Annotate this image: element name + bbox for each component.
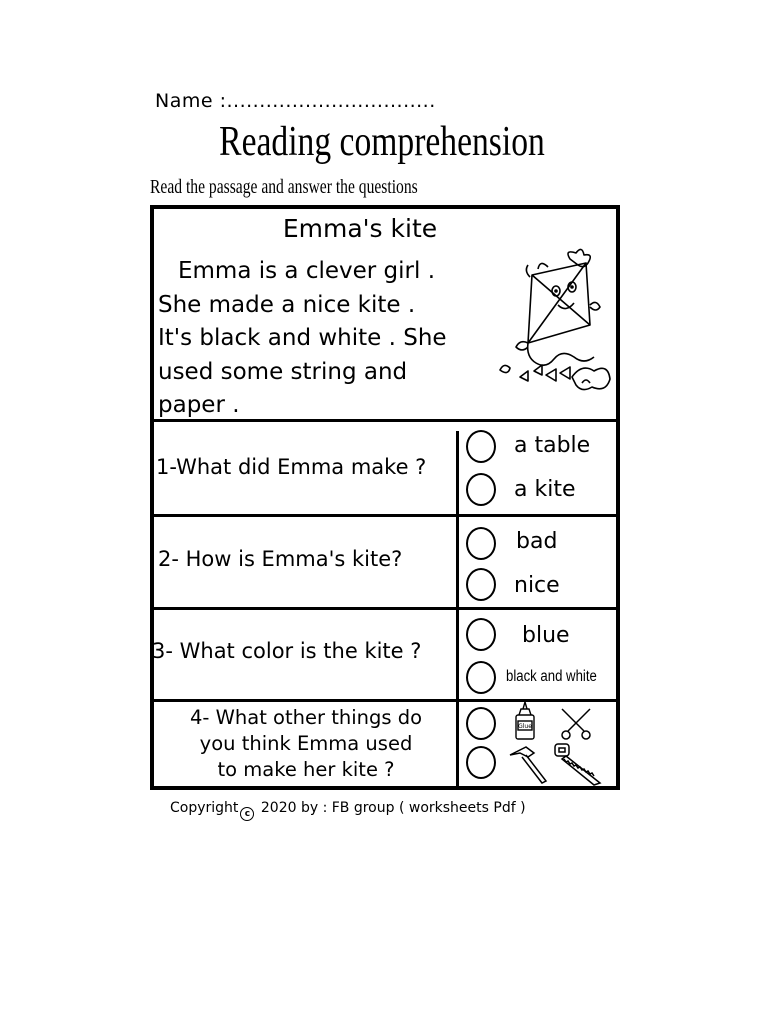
- story-line: paper .: [158, 392, 240, 418]
- option-label: bad: [516, 529, 558, 554]
- kite-illustration: [490, 245, 618, 410]
- divider: [150, 205, 620, 209]
- story-line: used some string and: [158, 358, 408, 385]
- answer-circle[interactable]: [466, 707, 496, 740]
- instructions: Read the passage and answer the questions: [150, 176, 418, 198]
- question-line: you think Emma used: [199, 732, 413, 755]
- answer-circle[interactable]: [466, 568, 496, 601]
- divider: [456, 431, 459, 786]
- divider: [150, 607, 620, 610]
- hammer-icon: [508, 745, 550, 785]
- question-1: 1-What did Emma make ?: [156, 455, 427, 479]
- option-label: nice: [514, 573, 560, 598]
- saw-icon: [552, 741, 604, 787]
- divider: [150, 514, 620, 517]
- answer-circle[interactable]: [466, 430, 496, 463]
- copyright-text: 2020 by : FB group ( worksheets Pdf ): [260, 800, 526, 816]
- answer-circle[interactable]: [466, 527, 496, 560]
- answer-circle[interactable]: [466, 661, 496, 694]
- story-title: Emma's kite: [282, 214, 438, 243]
- option-label: black and white: [506, 668, 597, 685]
- glue-icon: [510, 701, 540, 741]
- question-line: to make her kite ?: [217, 758, 395, 781]
- divider: [150, 699, 620, 702]
- question-4: [158, 705, 454, 783]
- question-line: 4- What other things do: [189, 706, 423, 729]
- scissors-icon: [558, 705, 594, 741]
- copyright-footer: [170, 800, 526, 817]
- name-line: Name :................................: [155, 90, 436, 112]
- story-line: It's black and white . She: [158, 325, 447, 351]
- page-title: Reading comprehension: [219, 119, 545, 165]
- story-line: She made a nice kite .: [158, 291, 416, 318]
- story-passage: [158, 255, 498, 423]
- answer-circle[interactable]: [466, 473, 496, 506]
- story-line: Emma is a clever girl .: [178, 258, 436, 284]
- glue-label: Glue: [518, 723, 532, 730]
- option-label: a table: [514, 433, 591, 458]
- option-label: blue: [522, 623, 570, 648]
- question-3: 3- What color is the kite ?: [152, 639, 422, 663]
- worksheet-box: [150, 205, 620, 790]
- divider: [150, 786, 620, 790]
- copyright-icon: c: [240, 807, 254, 821]
- answer-circle[interactable]: [466, 746, 496, 779]
- answer-circle[interactable]: [466, 618, 496, 651]
- option-label: a kite: [514, 477, 576, 502]
- question-2: 2- How is Emma's kite?: [158, 547, 403, 571]
- divider: [150, 205, 154, 790]
- copyright-label: Copyright: [170, 800, 239, 816]
